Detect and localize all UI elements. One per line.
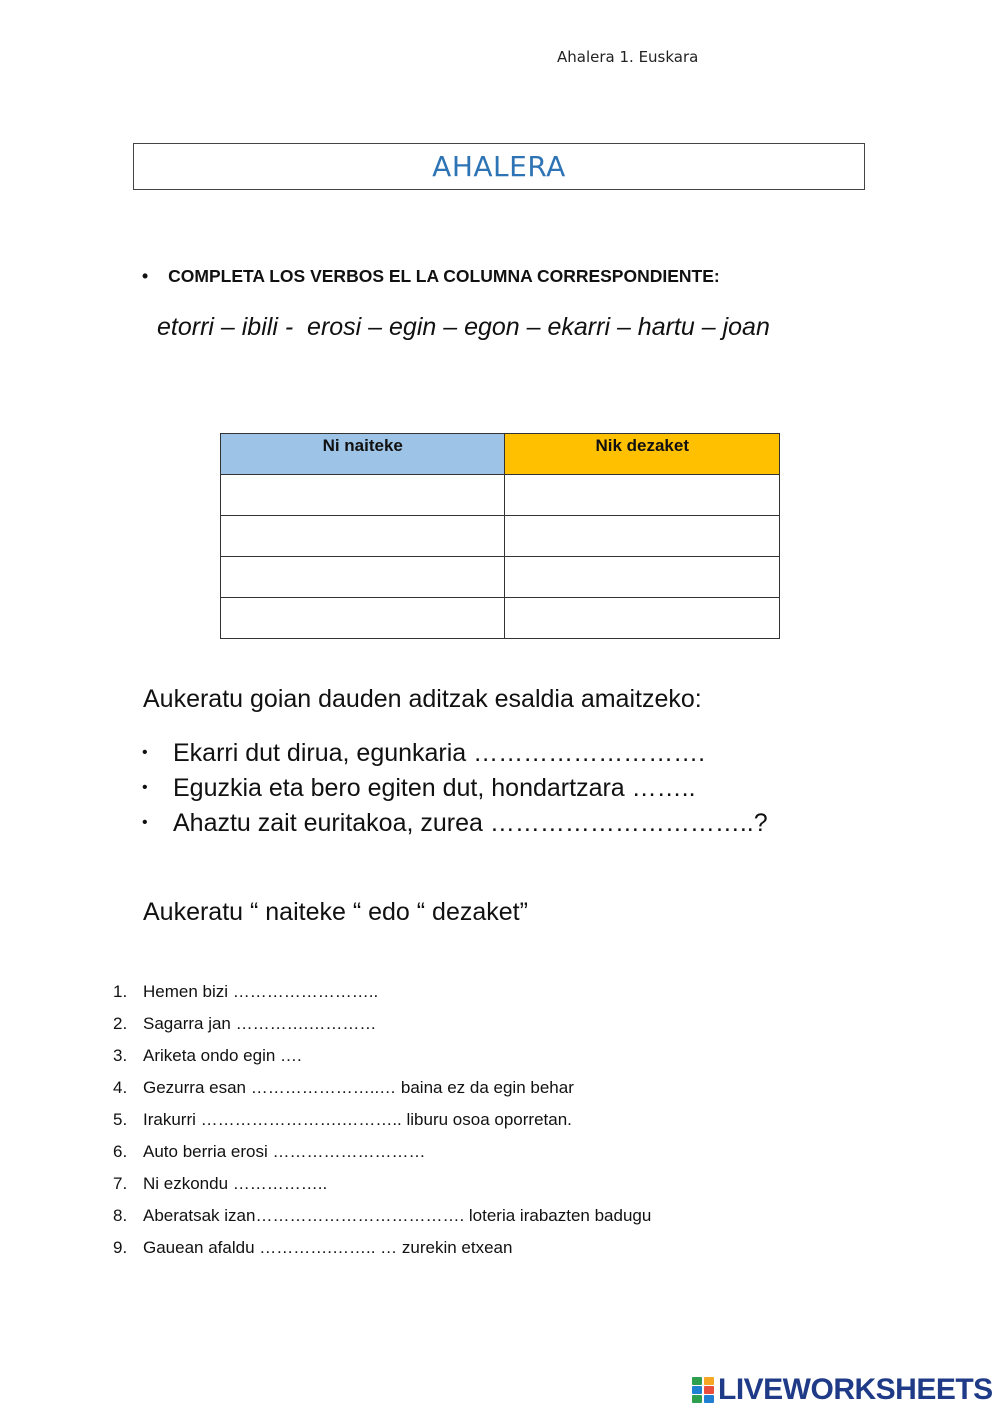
item-number: 2. [113, 1014, 128, 1033]
item-text: Sagarra jan ………….………… [143, 1014, 377, 1033]
liveworksheets-logo [692, 1373, 993, 1407]
table-row [221, 598, 780, 639]
table-row [221, 475, 780, 516]
page-title: AHALERA [432, 150, 566, 183]
logo-text: LIVEWORKSHEETS [718, 1373, 993, 1406]
list-item [113, 1109, 651, 1141]
item-text: Auto berria erosi ……………………… [143, 1142, 426, 1161]
table-cell-input[interactable] [221, 475, 505, 516]
table-cell-input[interactable] [221, 598, 505, 639]
table-cell-input[interactable] [505, 475, 780, 516]
table-cell-input[interactable] [221, 557, 505, 598]
bullet: • [142, 813, 148, 831]
fill-item-text: Ahaztu zait euritakoa, zurea …………………………..? [173, 808, 768, 837]
item-text: Aberatsak izan………………………………. loteria irabazten badugu [143, 1206, 652, 1225]
table-row [221, 516, 780, 557]
table-cell-input[interactable] [505, 557, 780, 598]
list-item [113, 1141, 651, 1173]
instruction-1-text: COMPLETA LOS VERBOS EL LA COLUMNA CORRESPONDIENTE: [168, 266, 720, 286]
item-text: Ni ezkondu …………….. [143, 1174, 328, 1193]
table-cell-input[interactable] [505, 516, 780, 557]
liveworksheets-logo-icon [692, 1377, 714, 1403]
item-text: Gezurra esan …………………..… baina ez da egin behar [143, 1078, 574, 1097]
table-row [221, 557, 780, 598]
instruction-1 [142, 266, 720, 287]
item-number: 7. [113, 1174, 128, 1193]
item-text: Gauean afaldu ………….…….. … zurekin etxean [143, 1238, 513, 1257]
item-number: 5. [113, 1110, 128, 1129]
item-number: 4. [113, 1078, 128, 1097]
list-item [113, 1013, 651, 1045]
table-cell-input[interactable] [505, 598, 780, 639]
verbs-table [220, 433, 780, 639]
fill-in-list [142, 735, 768, 840]
item-number: 1. [113, 982, 128, 1001]
bullet: • [142, 778, 148, 796]
list-item [113, 1045, 651, 1077]
column-header-ni-naiteke: Ni naiteke [221, 434, 505, 475]
bullet: • [142, 266, 149, 286]
verbs-line: etorri – ibili - erosi – egin – egon – ekarri – hartu – joan [157, 313, 770, 341]
title-box [133, 143, 865, 190]
list-item [142, 805, 768, 840]
item-text: Hemen bizi …………………….. [143, 982, 379, 1001]
section-3-title: Aukeratu “ naiteke “ edo “ dezaket” [143, 898, 528, 926]
bullet: • [142, 743, 148, 761]
item-number: 3. [113, 1046, 128, 1065]
list-item [113, 1237, 651, 1269]
fill-item-text: Ekarri dut dirua, egunkaria ………………………. [173, 738, 706, 767]
list-item [142, 770, 768, 805]
item-text: Ariketa ondo egin …. [143, 1046, 302, 1065]
item-number: 9. [113, 1238, 128, 1257]
section-2-title: Aukeratu goian dauden aditzak esaldia amaitzeko: [143, 685, 702, 713]
column-header-nik-dezaket: Nik dezaket [505, 434, 780, 475]
numbered-exercise-list [113, 981, 651, 1269]
page-header: Ahalera 1. Euskara [557, 48, 699, 66]
list-item [113, 981, 651, 1013]
table-cell-input[interactable] [221, 516, 505, 557]
list-item [113, 1077, 651, 1109]
list-item [113, 1173, 651, 1205]
list-item [113, 1205, 651, 1237]
list-item [142, 735, 768, 770]
item-number: 6. [113, 1142, 128, 1161]
fill-item-text: Eguzkia eta bero egiten dut, hondartzara …….. [173, 773, 696, 802]
item-number: 8. [113, 1206, 128, 1225]
item-text: Irakurri …………………….……….. liburu osoa oporretan. [143, 1110, 572, 1129]
